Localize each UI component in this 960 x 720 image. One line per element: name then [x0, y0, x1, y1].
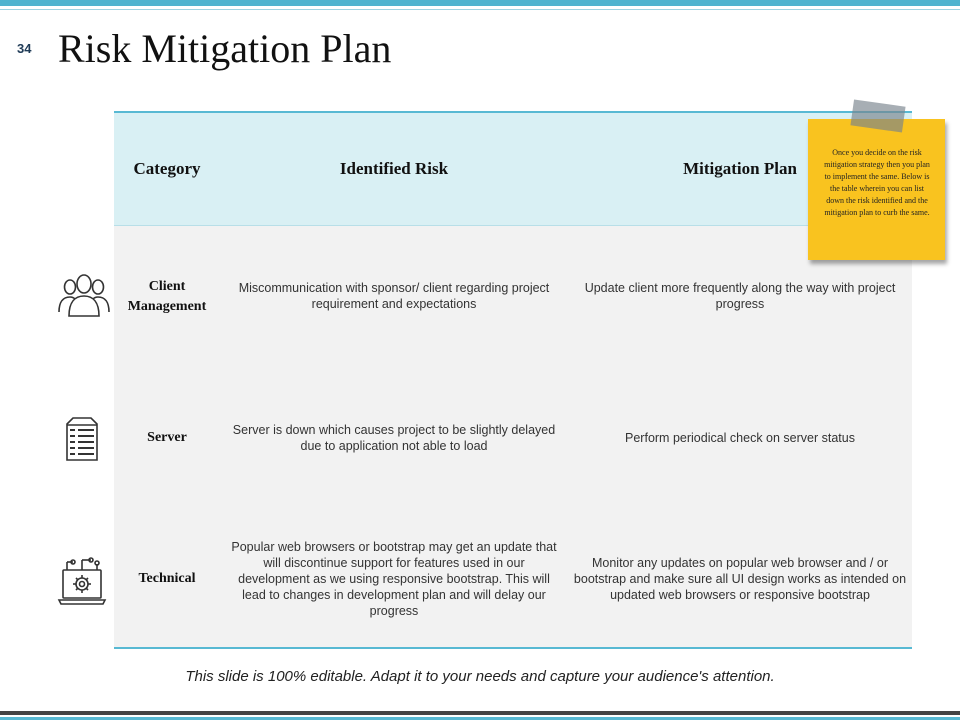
plan-cell: Update client more frequently along the way with project progress — [584, 281, 896, 311]
table-row — [114, 511, 912, 647]
footer-note: This slide is 100% editable. Adapt it to your needs and capture your audience's attention. — [185, 668, 775, 685]
sticky-note — [808, 119, 945, 260]
plan-cell: Monitor any updates on popular web browser and / or bootstrap and make sure all UI design works as intended on updated web browsers or responsive bootstrap — [573, 556, 907, 602]
table-header — [114, 113, 912, 226]
risk-table — [114, 111, 912, 649]
category-cell: Technical — [138, 571, 196, 586]
top-accent-line — [0, 9, 960, 10]
server-icon — [64, 416, 100, 462]
header-category: Category — [133, 159, 201, 178]
sticky-note-text: Once you decide on the risk mitigation strategy then you plan to implement the same. Below is the table wherein you can list down the risk identified and the mitigation plan to curb the same. — [824, 148, 930, 217]
category-cell: Client Management — [127, 279, 207, 314]
header-mitigation-plan: Mitigation Plan — [683, 159, 797, 178]
header-identified-risk: Identified Risk — [339, 159, 449, 178]
users-icon — [57, 272, 111, 318]
risk-cell: Server is down which causes project to be slightly delayed due to application not able to load — [232, 423, 556, 453]
table-row — [114, 226, 912, 366]
slide-number: 34 — [17, 41, 32, 56]
top-accent-bar — [0, 0, 960, 6]
risk-cell: Miscommunication with sponsor/ client regarding project requirement and expectations — [238, 281, 550, 311]
table-row — [114, 366, 912, 511]
slide-title: Risk Mitigation Plan — [58, 26, 392, 71]
plan-cell: Perform periodical check on server status — [625, 431, 855, 445]
laptop-gear-icon — [57, 556, 107, 608]
risk-cell: Popular web browsers or bootstrap may get an update that will discontinue support for features used in our development as we using responsive bootstrap. This will lead to changes in development plan and will delay our progress — [231, 540, 557, 618]
bottom-dark-bar — [0, 711, 960, 715]
category-cell: Server — [147, 430, 187, 445]
